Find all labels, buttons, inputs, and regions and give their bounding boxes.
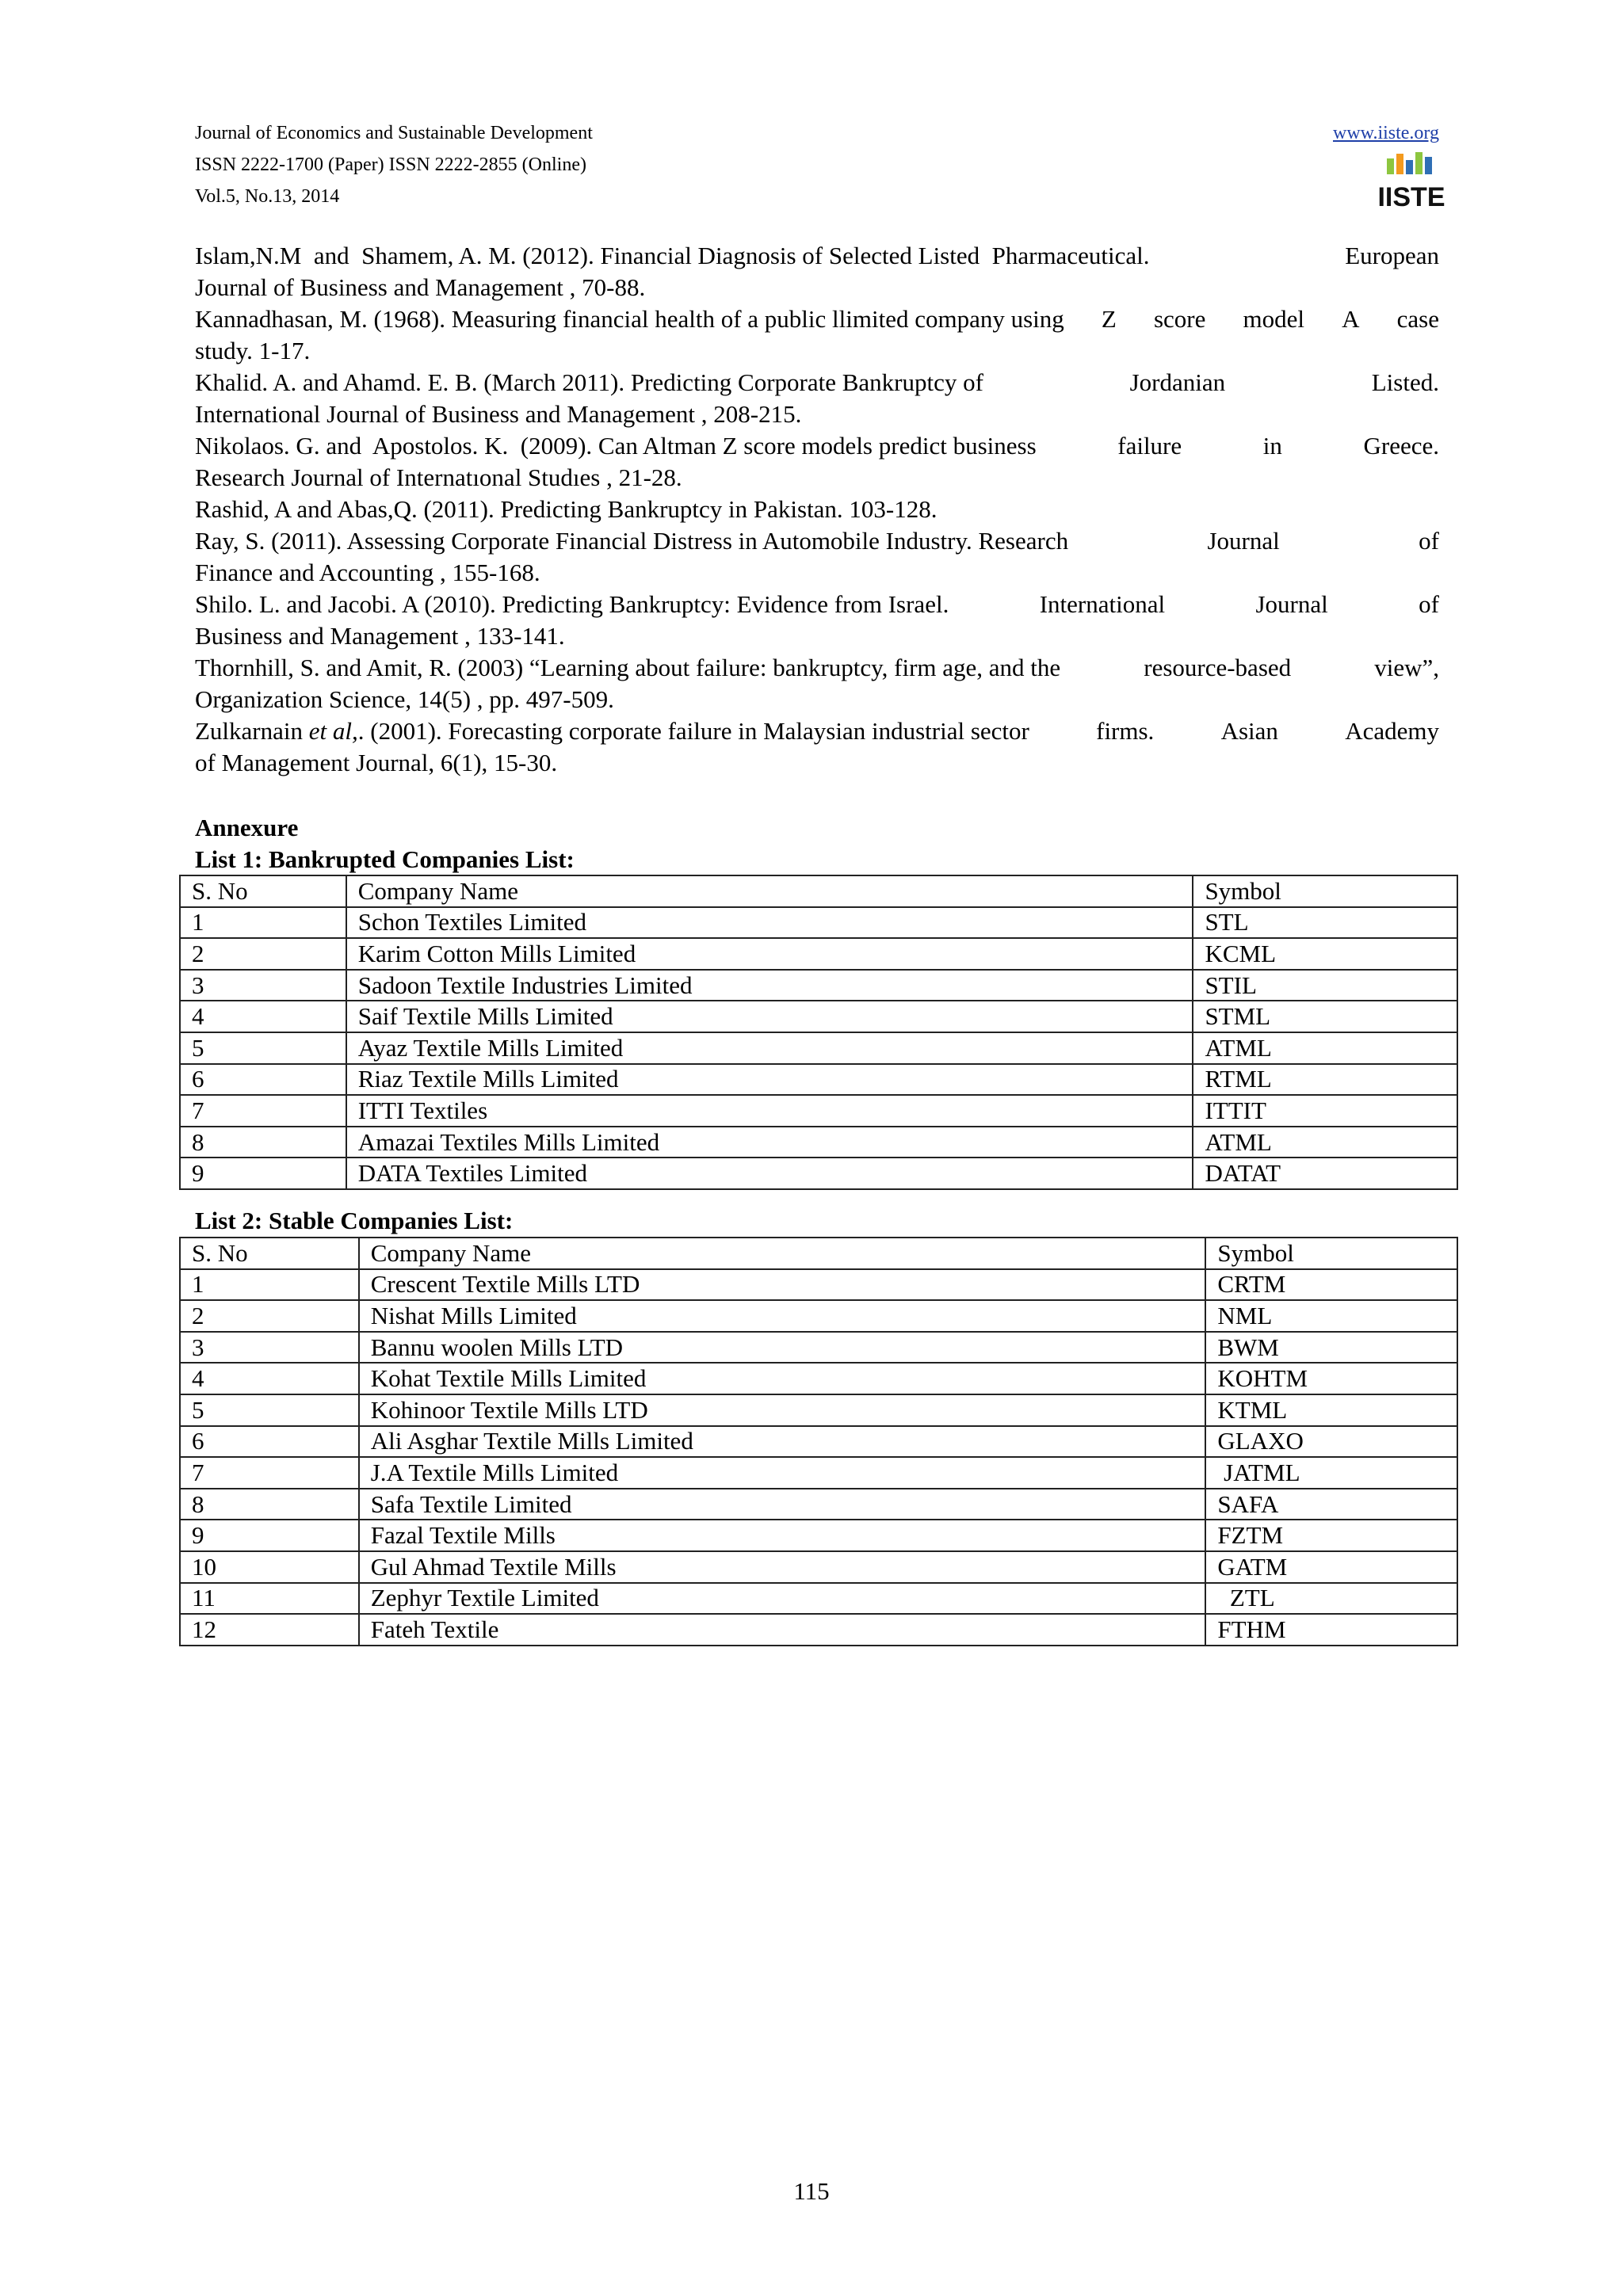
reference-text: in <box>1262 432 1282 460</box>
reference-line <box>195 272 1439 303</box>
table-cell: 8 <box>180 1489 359 1520</box>
table-cell: 9 <box>180 1158 346 1189</box>
reference-text: Islam,N.M and Shamem, A. M. (2012). Financial Diagnosis of Selected Listed Pharmaceutical. <box>195 242 1150 269</box>
reference-text: of <box>1419 590 1439 618</box>
svg-text:IISTE: IISTE <box>1377 182 1445 212</box>
table-cell: FZTM <box>1205 1520 1457 1551</box>
table-row <box>180 1158 1457 1189</box>
reference-text: score <box>1153 305 1206 333</box>
table-row <box>180 1426 1457 1458</box>
table-row <box>180 1095 1457 1127</box>
table-cell: 10 <box>180 1551 359 1583</box>
reference-text: European <box>1345 242 1439 269</box>
reference-line <box>195 589 1439 620</box>
reference-line <box>195 335 1439 367</box>
reference-text: Z <box>1101 305 1117 333</box>
table-cell: 4 <box>180 1363 359 1394</box>
reference-text: model <box>1243 305 1304 333</box>
reference-line <box>195 367 1439 399</box>
table-row <box>180 1127 1457 1158</box>
reference-text: failure <box>1117 432 1182 460</box>
table-cell: JATML <box>1205 1457 1457 1489</box>
reference-text: Jordanian <box>1129 368 1226 396</box>
table-cell: Fazal Textile Mills <box>359 1520 1206 1551</box>
reference-line <box>195 462 1439 494</box>
reference-line <box>195 494 1439 525</box>
reference-text: Shilo. L. and Jacobi. A (2010). Predicting Bankruptcy: Evidence from Israel. <box>195 590 949 618</box>
table-cell: DATAT <box>1193 1158 1457 1189</box>
reference-list <box>195 240 1439 779</box>
table-cell: 4 <box>180 1001 346 1032</box>
table-cell: ITTIT <box>1193 1095 1457 1127</box>
table-row <box>180 1520 1457 1551</box>
table-cell: Nishat Mills Limited <box>359 1300 1206 1332</box>
table-cell: 1 <box>180 907 346 939</box>
table-cell: Sadoon Textile Industries Limited <box>346 970 1193 1001</box>
table-cell: 7 <box>180 1457 359 1489</box>
et-al-italic: et al, <box>308 717 358 745</box>
table-cell: Fateh Textile <box>359 1614 1206 1646</box>
table-cell: SAFA <box>1205 1489 1457 1520</box>
reference-text: Finance and Accounting , 155-168. <box>195 559 540 586</box>
bankrupted-companies-table <box>179 875 1458 1190</box>
table-cell: Crescent Textile Mills LTD <box>359 1269 1206 1301</box>
table-cell: STML <box>1193 1001 1457 1032</box>
column-header: Symbol <box>1193 875 1457 907</box>
table-cell: KCML <box>1193 938 1457 970</box>
table-cell: 12 <box>180 1614 359 1646</box>
table-cell: STIL <box>1193 970 1457 1001</box>
column-header: Company Name <box>359 1238 1206 1269</box>
reference-text: Kannadhasan, M. (1968). Measuring financial health of a public llimited company using <box>195 305 1064 333</box>
reference-text: of Management Journal, 6(1), 15-30. <box>195 749 558 776</box>
reference-text: Asian <box>1220 717 1278 745</box>
volume-line: Vol.5, No.13, 2014 <box>195 186 340 207</box>
table-row <box>180 1551 1457 1583</box>
table-row <box>180 1032 1457 1064</box>
table-cell: Ayaz Textile Mills Limited <box>346 1032 1193 1064</box>
table-cell: ITTI Textiles <box>346 1095 1193 1127</box>
table-row <box>180 1489 1457 1520</box>
table-row <box>180 1269 1457 1301</box>
reference-text: Business and Management , 133-141. <box>195 622 565 650</box>
column-header: S. No <box>180 875 346 907</box>
table-row <box>180 1457 1457 1489</box>
list2-title: List 2: Stable Companies List: <box>195 1207 514 1234</box>
reference-line <box>195 525 1439 557</box>
table-cell: Zephyr Textile Limited <box>359 1583 1206 1615</box>
table-cell: 3 <box>180 970 346 1001</box>
reference-text: International <box>1039 590 1166 618</box>
stable-companies-table <box>179 1237 1458 1646</box>
table-cell: KOHTM <box>1205 1363 1457 1394</box>
list1-title: List 1: Bankrupted Companies List: <box>195 845 575 873</box>
table-row <box>180 1064 1457 1096</box>
table-cell: STL <box>1193 907 1457 939</box>
table-cell: 8 <box>180 1127 346 1158</box>
reference-line <box>195 652 1439 684</box>
running-header <box>195 117 1445 212</box>
table-cell: FTHM <box>1205 1614 1457 1646</box>
reference-text: Greece. <box>1363 432 1439 460</box>
table-cell: ZTL <box>1205 1583 1457 1615</box>
reference-text: Ray, S. (2011). Assessing Corporate Financial Distress in Automobile Industry. Research <box>195 527 1069 555</box>
table-cell: 1 <box>180 1269 359 1301</box>
table-row <box>180 1363 1457 1394</box>
table-cell: Kohinoor Textile Mills LTD <box>359 1394 1206 1426</box>
table-cell: CRTM <box>1205 1269 1457 1301</box>
page-number: 115 <box>793 2177 830 2205</box>
reference-text: firms. <box>1096 717 1155 745</box>
table-cell: Saif Textile Mills Limited <box>346 1001 1193 1032</box>
reference-line <box>195 620 1439 652</box>
table-row <box>180 1001 1457 1032</box>
reference-line <box>195 399 1439 430</box>
reference-text: study. 1-17. <box>195 337 311 364</box>
reference-text: A <box>1342 305 1360 333</box>
table-cell: Karim Cotton Mills Limited <box>346 938 1193 970</box>
table-cell: KTML <box>1205 1394 1457 1426</box>
annexure-heading: Annexure <box>195 814 299 841</box>
table-cell: J.A Textile Mills Limited <box>359 1457 1206 1489</box>
table-cell: 6 <box>180 1064 346 1096</box>
table-row <box>180 907 1457 939</box>
table-row <box>180 1614 1457 1646</box>
reference-line <box>195 715 1439 747</box>
reference-line <box>195 747 1439 779</box>
reference-text: Academy <box>1345 717 1439 745</box>
reference-line <box>195 240 1439 272</box>
table-cell: Schon Textiles Limited <box>346 907 1193 939</box>
reference-line <box>195 430 1439 462</box>
reference-text: resource-based <box>1144 654 1292 681</box>
table-cell: 2 <box>180 938 346 970</box>
table-cell: 7 <box>180 1095 346 1127</box>
table-cell: 5 <box>180 1032 346 1064</box>
table-cell: RTML <box>1193 1064 1457 1096</box>
column-header: Company Name <box>346 875 1193 907</box>
table-cell: 2 <box>180 1300 359 1332</box>
table-cell: 3 <box>180 1332 359 1363</box>
reference-line <box>195 557 1439 589</box>
reference-text: Khalid. A. and Ahamd. E. B. (March 2011). Predicting Corporate Bankruptcy of <box>195 368 983 396</box>
table-cell: GATM <box>1205 1551 1457 1583</box>
table-cell: 9 <box>180 1520 359 1551</box>
table-cell: NML <box>1205 1300 1457 1332</box>
table-header-row <box>180 1238 1457 1269</box>
iiste-logo <box>1377 151 1445 212</box>
table-cell: Riaz Textile Mills Limited <box>346 1064 1193 1096</box>
table-cell: 11 <box>180 1583 359 1615</box>
reference-text: Rashid, A and Abas,Q. (2011). Predicting Bankruptcy in Pakistan. 103-128. <box>195 495 938 523</box>
table-row <box>180 970 1457 1001</box>
reference-text: International Journal of Business and Management , 208-215. <box>195 400 802 428</box>
table-cell: Kohat Textile Mills Limited <box>359 1363 1206 1394</box>
table-cell: Bannu woolen Mills LTD <box>359 1332 1206 1363</box>
reference-text: Nikolaos. G. and Apostolos. K. (2009). Can Altman Z score models predict business <box>195 432 1037 460</box>
table-row <box>180 1583 1457 1615</box>
reference-text: Journal <box>1255 590 1328 618</box>
table-row <box>180 1332 1457 1363</box>
table-cell: Gul Ahmad Textile Mills <box>359 1551 1206 1583</box>
column-header: S. No <box>180 1238 359 1269</box>
reference-text: Research Journal of Internatıonal Studıes , 21-28. <box>195 463 682 491</box>
table-cell: Safa Textile Limited <box>359 1489 1206 1520</box>
reference-text: case <box>1396 305 1439 333</box>
reference-line <box>195 303 1439 335</box>
table-cell: GLAXO <box>1205 1426 1457 1458</box>
table-cell: BWM <box>1205 1332 1457 1363</box>
reference-text: Zulkarnain et al,. (2001). Forecasting corporate failure in Malaysian industrial sector <box>195 717 1029 745</box>
table-cell: DATA Textiles Limited <box>346 1158 1193 1189</box>
journal-website-link[interactable]: www.iiste.org <box>1333 123 1439 143</box>
table-cell: Ali Asghar Textile Mills Limited <box>359 1426 1206 1458</box>
journal-name: Journal of Economics and Sustainable Development <box>195 123 593 143</box>
table-row <box>180 1300 1457 1332</box>
issn-line: ISSN 2222-1700 (Paper) ISSN 2222-2855 (Online) <box>195 154 586 175</box>
reference-text: Journal of Business and Management , 70-88. <box>195 273 646 301</box>
table-header-row <box>180 875 1457 907</box>
table-cell: 5 <box>180 1394 359 1426</box>
table-row <box>180 1394 1457 1426</box>
table-cell: 6 <box>180 1426 359 1458</box>
reference-text: Listed. <box>1371 368 1439 396</box>
column-header: Symbol <box>1205 1238 1457 1269</box>
table-row <box>180 938 1457 970</box>
reference-text: Organization Science, 14(5) , pp. 497-509. <box>195 685 614 713</box>
table-cell: Amazai Textiles Mills Limited <box>346 1127 1193 1158</box>
reference-text: of <box>1419 527 1439 555</box>
reference-text: Thornhill, S. and Amit, R. (2003) “Learning about failure: bankruptcy, firm age, and the <box>195 654 1061 681</box>
reference-line <box>195 684 1439 715</box>
reference-text: view”, <box>1374 654 1439 681</box>
table-cell: ATML <box>1193 1032 1457 1064</box>
table-cell: ATML <box>1193 1127 1457 1158</box>
reference-text: Journal <box>1207 527 1280 555</box>
